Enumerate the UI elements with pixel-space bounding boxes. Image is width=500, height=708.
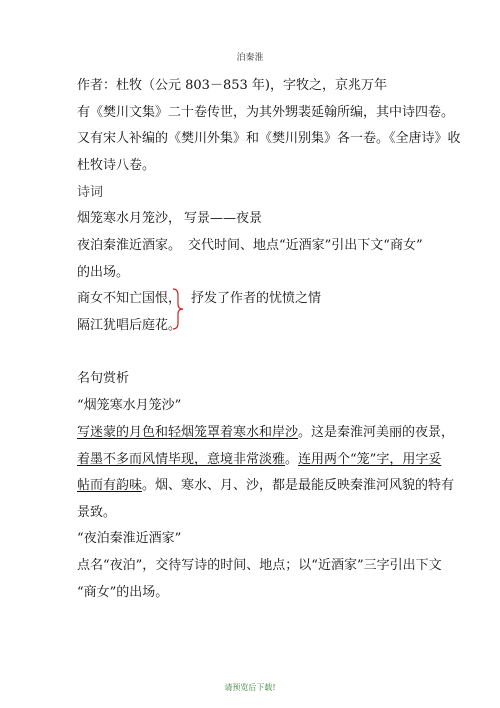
intro-line-4: 杜牧诗八卷。 — [77, 158, 156, 173]
intro-line-2: 有《樊川文集》二十卷传世，为其外甥裴延翰所编，其中诗四卷。 — [77, 105, 455, 120]
doc-title: 泊秦淮 — [236, 53, 264, 63]
poem-line-2: 夜泊秦淮近酒家。 — [77, 238, 182, 253]
intro-line-3: 又有宋人补编的《樊川外集》和《樊川别集》各一卷。《全唐诗》收 — [77, 131, 461, 146]
quote-1-line-2 — [77, 451, 441, 469]
footer-note: 请预览后下载! — [224, 683, 276, 692]
poem-line-3: 商女不知亡国恨， — [77, 291, 182, 306]
quote-1-line-3-rest: 。烟、寒水、月、沙，都是最能反映秦淮河风貌的特有 — [142, 478, 455, 493]
poem-note-34: 抒发了作者的忧愤之情 — [191, 291, 322, 306]
quote-1-line-2-underlined-a: 着墨不多而风情毕现，意境非常淡雅 — [77, 452, 286, 467]
quote-1-line-1 — [77, 424, 454, 442]
quote-1-line-2-underlined-b: 连用两个“笼”字，用字妥 — [298, 452, 442, 467]
intro-line-1: 作者：杜牧（公元 803－853 年)，字牧之，京兆万年 — [77, 78, 387, 93]
quote-1-line-1-rest: 。这是秦淮河美丽的夜景， — [298, 425, 455, 440]
quote-2-line-2: “商女”的出场。 — [77, 585, 169, 600]
poem-note-1: 写景——夜景 — [184, 211, 263, 226]
quote-1-line-3 — [77, 477, 454, 495]
curly-brace-icon — [171, 288, 185, 330]
quote-2-heading: “夜泊秦淮近酒家” — [77, 531, 182, 546]
quote-1-line-2-mid: 。 — [285, 452, 299, 467]
quote-1-line-1-underlined: 写迷蒙的月色和轻烟笼罩着寒水和岸沙 — [77, 425, 299, 440]
quote-2-line-1: 点名“夜泊”，交待写诗的时间、地点；以“近酒家”三字引出下文 — [77, 558, 442, 573]
poem-note-2: 交代时间、地点“近酒家”引出下文“商女” — [188, 238, 423, 253]
poem-line-4: 隔江犹唱后庭花。 — [77, 318, 182, 333]
quote-1-heading: “烟笼寒水月笼沙” — [77, 398, 182, 413]
section-heading-quotes: 名句赏析 — [77, 371, 130, 386]
quote-1-line-4: 景致。 — [77, 505, 117, 520]
poem-note-2-cont: 的出场。 — [77, 265, 130, 280]
poem-line-1: 烟笼寒水月笼沙， — [77, 211, 182, 226]
quote-1-line-3-underlined: 帖而有韵味 — [77, 478, 143, 493]
section-heading-poem: 诗词 — [77, 185, 104, 200]
